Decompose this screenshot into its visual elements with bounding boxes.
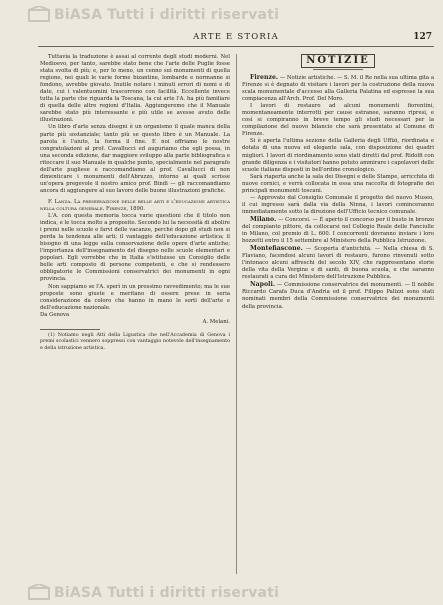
entry-text: — Notizie artistiche. — S. M. il Re nella sua ultima gita a Firenze si è degnato di visitare i lavori per la costruzione della nuova scala monumentale d'accesso alla Galleria Palatina ed espresse la sua compiacenza all'Arch. Prof. Del Moro. [242,75,434,103]
review-heading: F. Lanza. La preservazione delle belle arti e l'educazione artistica nella coltura generale. Firenze, 1890. [40,198,230,212]
entry-text: — Commissione conservatrice dei monumenti. — Il nobile Riccardo Carafa Duca d'Andria ed il prof. Filippo Palizzi sono stati nominati membri della Commissione conservatrice dei monumenti della provincia. [242,282,435,310]
left-column [40,54,230,352]
city-name: Montefiascone. [250,245,303,253]
library-logo-icon [28,6,50,22]
watermark-top [0,6,443,26]
footnote: (1) Notiamo negli Atti della Ligustica che nell'Accademia di Genova i premi scolastici vennero soppressi con vantaggio notevole dell'insegnamento e della istruzione artistica. [40,332,230,351]
entry-text: — Scoperta d'antichità. — Nella chiesa di S. Flaviano, facendosi alcuni lavori di restauro, furono rinvenuti sotto l'intonaco alcuni affreschi del secolo XIV, che rappresentano storie della vita della Vergine e di santi, di buona scuola, e che saranno restaurati a cura del Ministero dell'Istruzione Pubblica. [242,246,435,281]
footnote-rule [40,329,100,330]
section-title: NOTIZIE [301,54,375,68]
watermark-bottom [0,584,443,604]
watermark-text: BiASA Tutti i diritti riservati [54,585,280,601]
running-title: ARTE E STORIA [193,32,279,42]
paragraph: Non sappiamo se l'A. sperì in un prossimo ravvedimento; ma le sue proposte sono giuste e meritano di essere prese in seria considerazione da coloro che hanno in mano le sorti dell'arte e dell'educazione nazionale. [40,283,230,311]
entry-text: — Concorsi. — È aperto il concorso per il busto in bronzo del compianto pittore, da collocarsi nel Collegio Reale delle Fanciulle in Milano, col premio di L. 600. I concorrenti dovranno inviare i loro bozzetti entro il 15 settembre al Ministero della Pubblica Istruzione. [242,216,434,245]
entry-text: I lavori di restauro ad alcuni monumenti fiorentini, momentaneamente interrotti per cause estranee, saranno ripresi, e così si compiranno in breve tempo gli studi necessari per la compilazione del nuovo bilancio che sarà presentato al Comune di Firenze. [242,103,434,138]
entry-text: Si è aperta l'ultima sezione della Galleria degli Uffizi, riordinata e dotata di una nuova ed elegante sala, con disposizione dei quadri migliori. I lavori di riordinamento sono stati diretti dal prof. Ridolfi con grande diligenza e i visitatori hanno potuto ammirare i capolavori delle scuole italiane disposti in bell'ordine cronologico. [242,138,434,173]
column-divider [236,54,237,574]
entry-text: — Approvato dal Consiglio Comunale il progetto del nuovo Museo, il cui ingresso sarà dalla via della Ninna, i lavori cominceranno immediatamente sotto la direzione dell'Ufficio tecnico comunale. [242,194,434,215]
news-entry [242,281,434,310]
sign-place: Da Genova [40,311,70,318]
page-header [40,32,432,46]
page-number: 127 [413,32,432,42]
paragraph: Un libro d'arte senza disegni è un organismo il quale manca della parte più sostanziale; tanto più se questo libro è un Manuale. La parola è l'aiuto, la forma il fine. E noi offriamo le nostre congratulazioni al prof. Cavallucci ed auguriamo che egli possa, in una seconda edizione, dar maggiore sviluppo alla parte bibliografica e ritoccare il suo Manuale in qualche punto, specialmente nel paragrafo dell'arte pugliese e raccomandiamo al prof. Cavallucci di non dimenticare i monumenti dell'Abruzzo, intorno ai quali scrisse un'opera pregevole il nostro amico prof. Bindi — gli raccomandiamo ancora di aggiungere al suo lavoro delle buone illustrazioni grafiche. [40,124,230,194]
news-entry [242,216,434,245]
right-column [242,54,434,311]
entry-text: Sarà riaperta anche la sala dei Disegni e delle Stampe, arricchita di nuove cornici, e verrà collocata in essa una raccolta di fotografie dei principali monumenti toscani. [242,173,434,194]
news-entry [242,74,434,103]
section-title-box [242,54,434,68]
section-rule [313,69,363,70]
header-rule [38,46,434,47]
news-entry [242,138,434,173]
news-entry [242,103,434,138]
city-name: Milano. [250,215,277,223]
city-name: Napoli. [250,281,275,289]
paragraph: L'A. con questa memoria tocca varie questioni che il titolo non indica, e le tocca molto a proposito. Secondo lui la necessità di abolire i premi nelle scuole e farvi delle vacanze, perché dopo gli studi non si perda la tendenza alle arti; il vantaggio dell'educazione artistica; il bisogno di una legge sulla conservazione delle opere d'arte antiche; l'importanza dell'insegnamento del disegno nelle scuole elementari e popolari. Egli vorrebbe che in Italia s'istituisse un Consiglio delle belle arti composto di persone competenti, e che si rendessero obbligatorie le Commissioni conservatrici dei monumenti in ogni provincia. [40,213,230,283]
paragraph: Tuttavia la traduzione è assai al corrente degli studi moderni. Nel Medioevo, per tanto, sarebbe stato bene che l'arte delle Puglie fosse stata svolta di più; e, per lo meno, un cenno sui monumenti di quella regione, nei quali le varie forme bizantine, lombarde e normanne si fondono, avrebbe giovato. Inutile notare i minuti errori di nomi e di date, cui i valentuomini trascorrono con facilità. Eccellente invece tutta la parte che riguarda la Toscana, la cui arte l'A. ha più familiare di quella delle altre regioni d'Italia. Aggiungeremo che il Manuale sarebbe stato più interessante e più utile se avesse avuto delle illustrazioni. [40,54,230,124]
library-logo-icon [28,584,50,600]
watermark-text: BiASA Tutti i diritti riservati [54,7,280,23]
news-entry [242,245,434,281]
city-name: Firenze. [250,74,279,81]
sign-name: A. Melani. [202,318,230,325]
news-entry [242,174,434,195]
news-entry [242,195,434,216]
